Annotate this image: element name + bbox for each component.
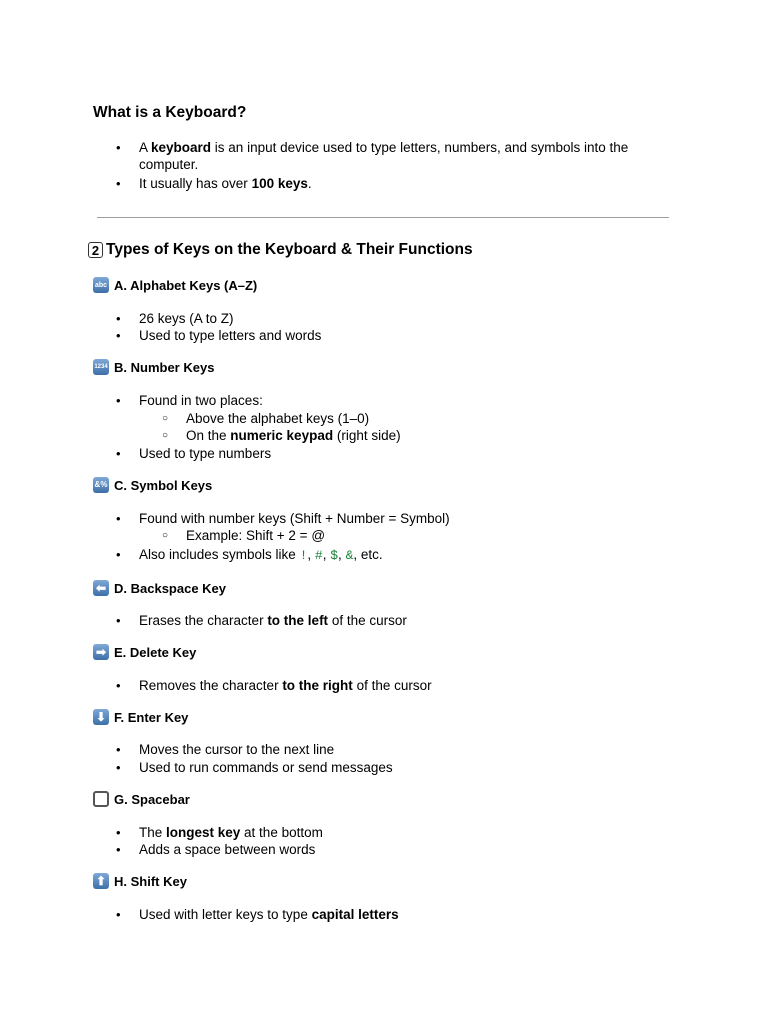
alphabet-keys-heading: abc A. Alphabet Keys (A–Z) bbox=[94, 277, 258, 293]
right-arrow-icon: ➡ bbox=[93, 644, 109, 660]
types-heading bbox=[88, 241, 473, 259]
enter-bullet-commands: • Used to run commands or send messages bbox=[139, 759, 679, 776]
numbers-icon: 1234 bbox=[93, 359, 109, 375]
symbol-ampersand: & bbox=[345, 548, 354, 563]
types-heading-text: Types of Keys on the Keyboard & Their Functions bbox=[106, 241, 473, 258]
symbol-dollar: $ bbox=[330, 548, 339, 563]
number-subbullet-keypad: ○ On the numeric keypad (right side) bbox=[186, 427, 666, 444]
horizontal-divider bbox=[97, 217, 669, 218]
symbols-icon: &% bbox=[93, 477, 109, 493]
symbol-subbullet-example: ○ Example: Shift + 2 = @ bbox=[186, 527, 666, 544]
symbol-bullet-examples: • Also includes symbols like !, #, $, &, etc. bbox=[139, 546, 679, 564]
alphabet-bullet-count: • 26 keys (A to Z) bbox=[139, 310, 679, 327]
left-arrow-icon: ⬅ bbox=[93, 580, 109, 596]
enter-bullet-newline: • Moves the cursor to the next line bbox=[139, 741, 679, 758]
delete-bullet: • Removes the character to the right of the cursor bbox=[139, 677, 679, 694]
spacebar-bullet-longest: • The longest key at the bottom bbox=[139, 824, 679, 841]
intro-bullet-keycount: • It usually has over 100 keys. bbox=[139, 175, 679, 192]
shift-key-heading: ⬆ H. Shift Key bbox=[93, 873, 187, 889]
shift-bullet: • Used with letter keys to type capital letters bbox=[139, 906, 679, 923]
number-keys-heading: 1234 B. Number Keys bbox=[94, 359, 215, 375]
up-arrow-icon: ⬆ bbox=[93, 873, 109, 889]
abc-icon: abc bbox=[93, 277, 109, 293]
backspace-key-heading: ⬅ D. Backspace Key bbox=[93, 580, 226, 596]
symbol-hash: # bbox=[314, 548, 323, 563]
spacebar-heading: G. Spacebar bbox=[93, 791, 190, 807]
symbol-exclamation: ! bbox=[299, 548, 308, 563]
enter-key-heading: ⬇ F. Enter Key bbox=[93, 709, 188, 725]
delete-key-heading: ➡ E. Delete Key bbox=[93, 644, 196, 660]
backspace-bullet: • Erases the character to the left of the cursor bbox=[139, 612, 679, 629]
number-subbullet-above: ○ Above the alphabet keys (1–0) bbox=[186, 410, 666, 427]
symbol-bullet-shift: • Found with number keys (Shift + Number = Symbol) bbox=[139, 510, 679, 527]
intro-heading: What is a Keyboard? bbox=[93, 104, 247, 121]
down-arrow-icon: ⬇ bbox=[93, 709, 109, 725]
spacebar-bullet-space: • Adds a space between words bbox=[139, 841, 679, 858]
intro-bullet-definition: • A keyboard is an input device used to type letters, numbers, and symbols into the computer. bbox=[139, 139, 679, 173]
square-icon bbox=[93, 791, 109, 807]
number-two-icon: 2 bbox=[88, 242, 103, 258]
number-bullet-use: • Used to type numbers bbox=[139, 445, 679, 462]
symbol-keys-heading: &% C. Symbol Keys bbox=[94, 477, 213, 493]
number-bullet-places: • Found in two places: bbox=[139, 392, 679, 409]
alphabet-bullet-use: • Used to type letters and words bbox=[139, 327, 679, 344]
